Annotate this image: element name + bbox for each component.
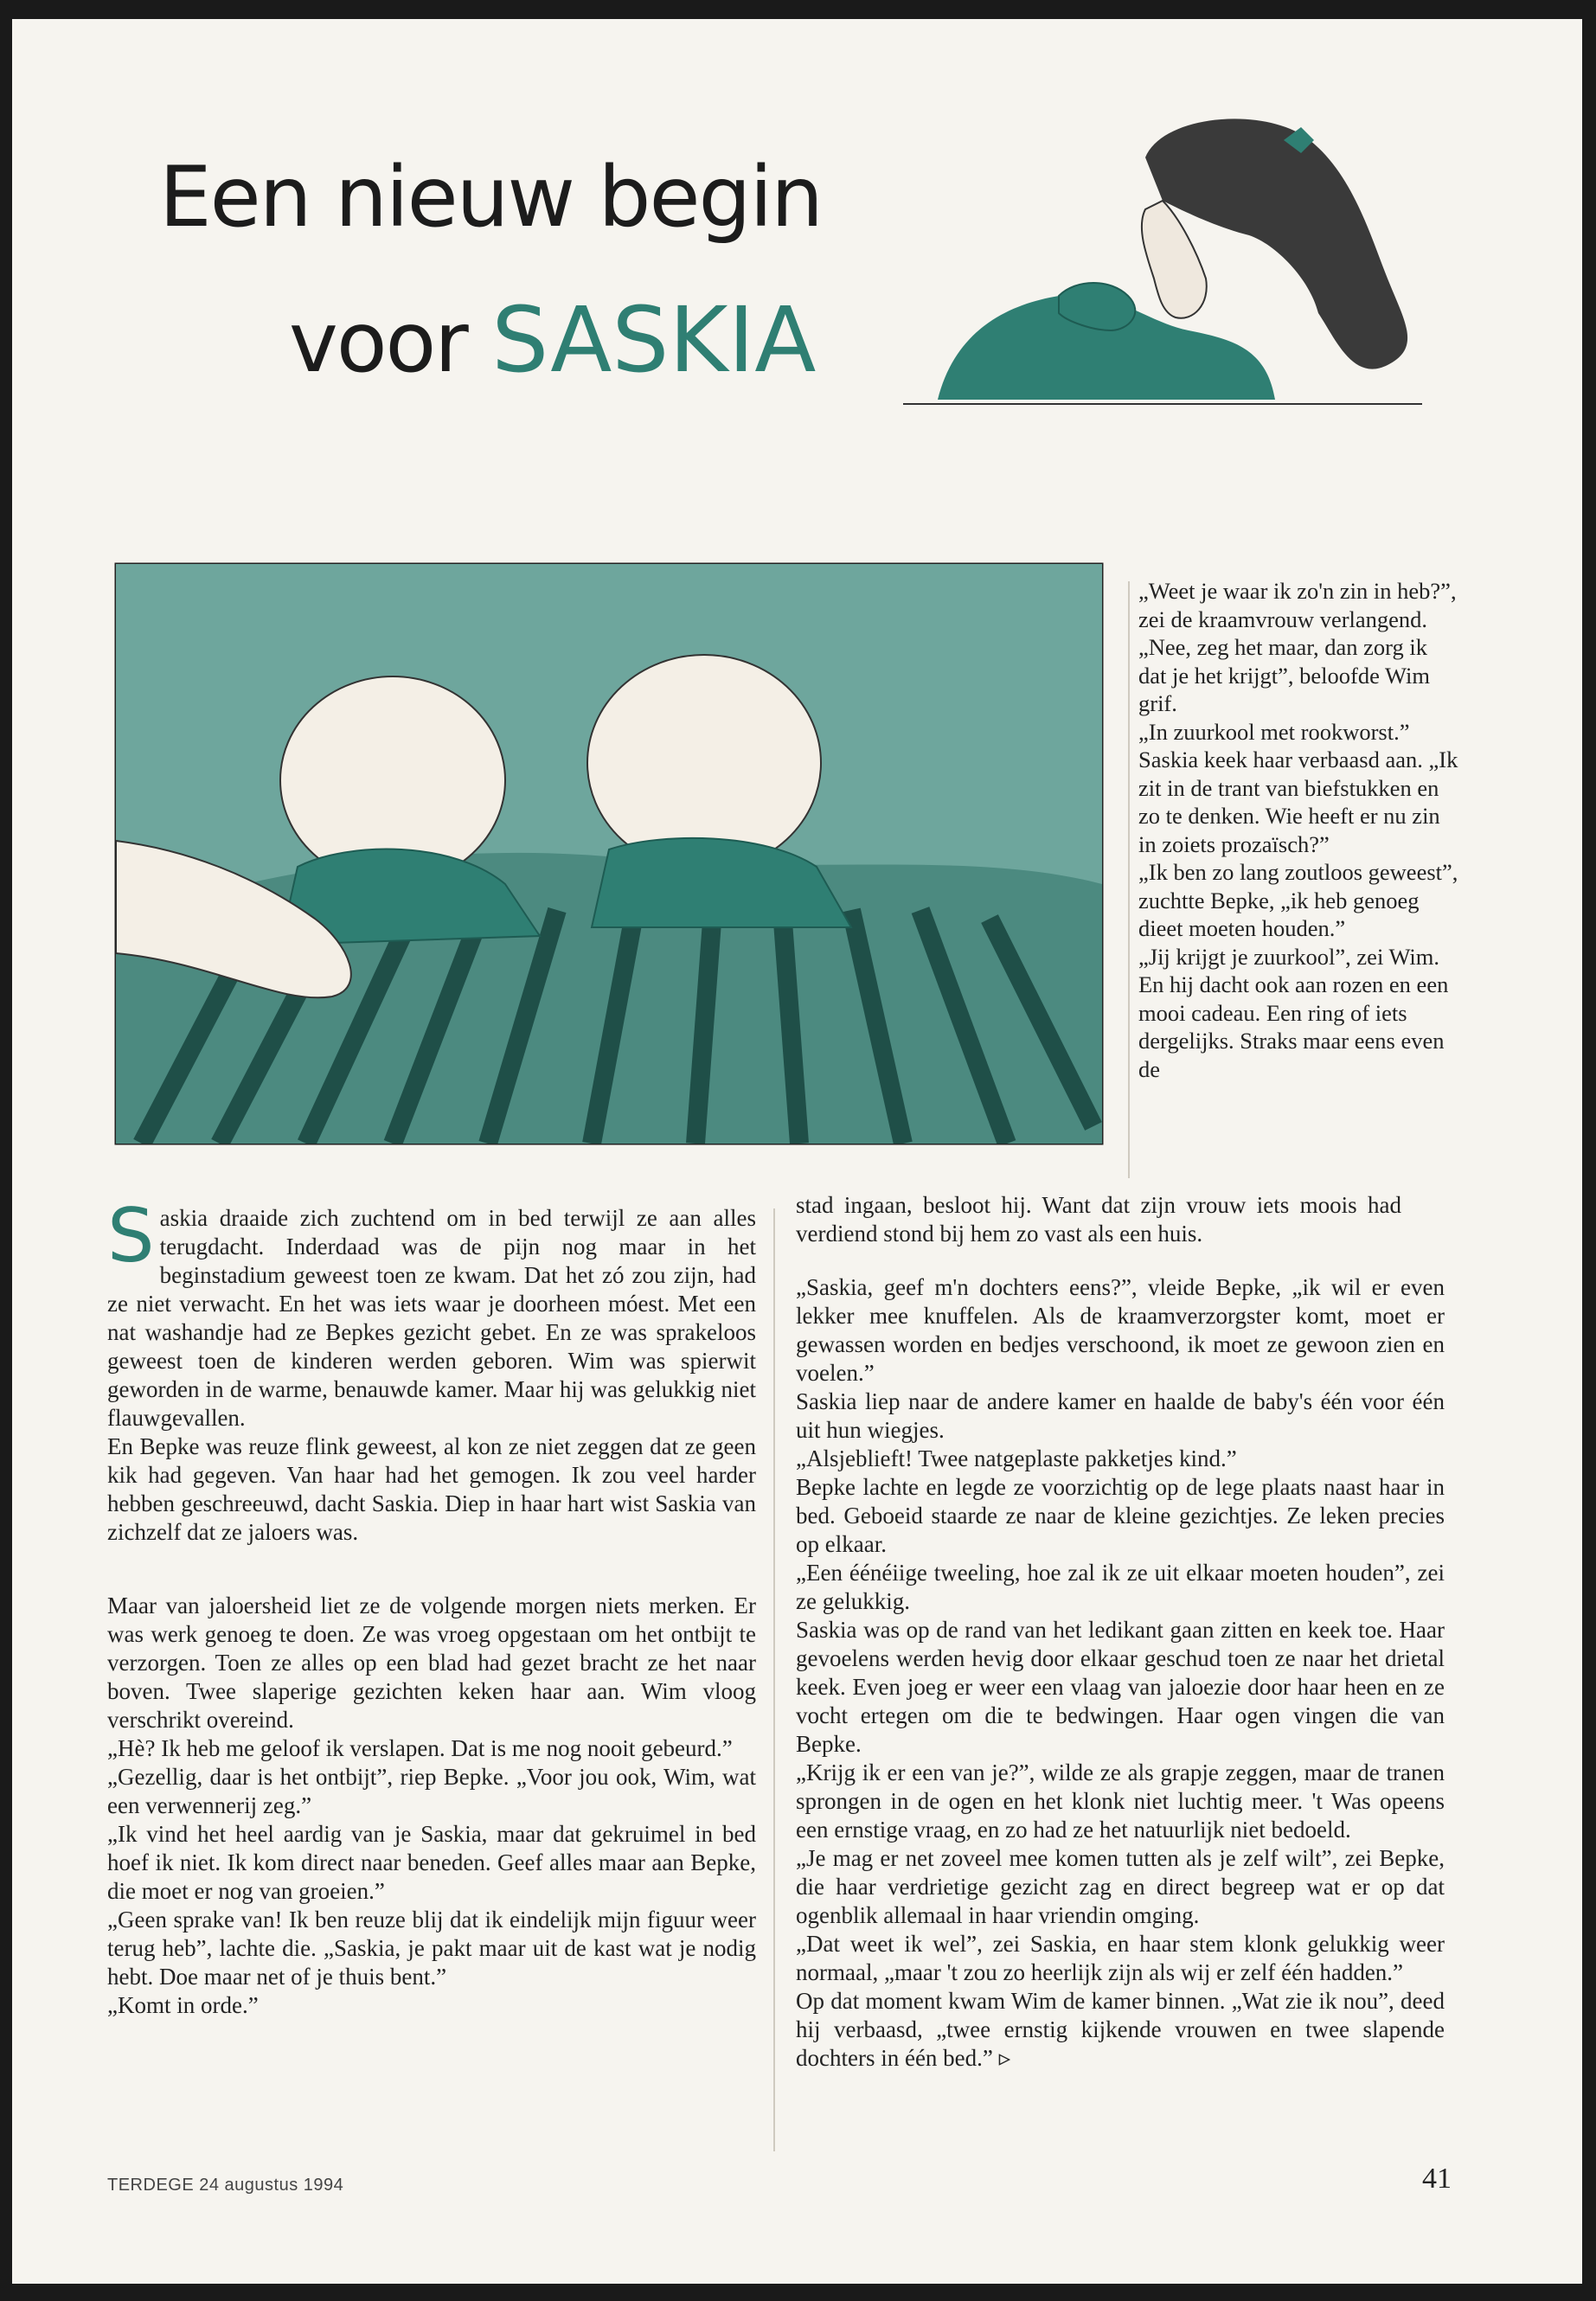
publication-footer: TERDEGE 24 augustus 1994	[107, 2176, 344, 2195]
paragraph: „Krijg ik er een van je?”, wilde ze als grapje zeggen, maar de tranen sprongen in de ogen en het klonk niet luchtig meer. 't Was opeens een ernstige vraag, en zo had ze het natuurlijk niet bedoeld.	[796, 1759, 1445, 1843]
magazine-page	[12, 19, 1582, 2284]
twin-babies-illustration	[107, 555, 1111, 1152]
paragraph: „Jij krijgt je zuurkool”, zei Wim. En hij dacht ook aan rozen en een mooi cadeau. Een ring of iets dergelijks. Straks maar eens even de	[1138, 943, 1449, 1082]
paragraph: „Komt in orde.”	[107, 1992, 259, 2018]
section-break	[107, 1547, 756, 1592]
paragraph: „Ik vind het heel aardig van je Saskia, maar dat gekruimel in bed hoef ik niet. Ik kom direct naar beneden. Geef alles maar aan Bepke, die moet er nog van groeien.”	[107, 1821, 756, 1904]
title-prefix: voor	[289, 294, 467, 391]
paragraph: „Hè? Ik heb me geloof ik verslapen. Dat is me nog nooit gebeurd.”	[107, 1735, 733, 1761]
paragraph: „Weet je waar ik zo'n zin in heb?”, zei de kraamvrouw verlangend.	[1138, 578, 1457, 632]
girl-portrait-illustration	[903, 106, 1439, 417]
paragraph: „Een éénéiige tweeling, hoe zal ik ze uit elkaar moeten houden”, zei ze gelukkig.	[796, 1560, 1445, 1614]
paragraph: Bepke lachte en legde ze voorzichtig op de lege plaats naast haar in bed. Geboeid staarde ze naar de kleine gezichtjes. Ze leken precies op elkaar.	[796, 1474, 1445, 1557]
paragraph: stad ingaan, besloot hij. Want dat zijn vrouw iets moois had verdiend stond bij hem zo vast als een huis.	[796, 1192, 1401, 1247]
paragraph: „Dat weet ik wel”, zei Saskia, en haar stem klonk gelukkig weer normaal, „maar 't zou zo heerlijk zijn als wij er zelf één hadden.”	[796, 1931, 1445, 1985]
column-rule	[773, 1208, 775, 2151]
paragraph: „Alsjeblieft! Twee natgeplaste pakketjes kind.”	[796, 1445, 1237, 1471]
paragraph: „Gezellig, daar is het ontbijt”, riep Bepke. „Voor jou ook, Wim, wat een verwennerij zeg.”	[107, 1764, 756, 1818]
opening-text: askia draaide zich zuchtend om in bed terwijl ze aan alles terugdacht. Inderdaad was de pijn nog maar in het beginstadium geweest toen ze kwam. Dat het zó zou zijn, had ze niet verwacht. En het was iets waar je doorheen móest. Met een nat washandje had ze Bepkes gezicht gebet. En ze was sprakeloos geweest toen de kinderen werden geboren. Wim was spierwit geworden in de warme, benauwde kamer. Maar hij was gelukkig niet flauwgevallen.	[107, 1205, 756, 1431]
column-rule-top	[1128, 581, 1130, 1178]
paragraph: „Geen sprake van! Ik ben reuze blij dat ik eindelijk mijn figuur weer terug heb”, lachte die. „Saskia, je pakt maar uit de kast wat je nodig hebt. Doe maar net of je thuis bent.”	[107, 1907, 756, 1990]
paragraph: „Je mag er net zoveel mee komen tutten als je zelf wilt”, zei Bepke, die haar verdrietige gezicht zag en direct begreep wat er op dat ogenblik allemaal in haar vriendin omging.	[796, 1845, 1445, 1928]
paragraph: Saskia keek haar verbaasd aan. „Ik zit in de trant van biefstukken en zo te denken. Wie heeft er nu zin in zoiets prozaïsch?”	[1138, 747, 1458, 857]
paragraph: „Saskia, geef m'n dochters eens?”, vleide Bepke, „ik wil er even lekker mee knuffelen. Als de kraamverzorgster komt, moet er gewassen worden en bedjes verschoond, ik moet ze gewoon zien en voelen.”	[796, 1274, 1445, 1386]
page-number: 41	[1422, 2163, 1452, 2195]
text-column-right	[796, 1273, 1445, 2073]
paragraph: Saskia liep naar de andere kamer en haalde de baby's één voor één uit hun wiegjes.	[796, 1388, 1445, 1443]
text-continuation	[796, 1191, 1401, 1248]
text-column-left	[107, 1193, 756, 2020]
paragraph: „Nee, zeg het maar, dan zorg ik dat je het krijgt”, beloofde Wim grif.	[1138, 634, 1430, 716]
paragraph: „In zuurkool met rookworst.”	[1138, 718, 1410, 745]
title-accent-name: SASKIA	[491, 287, 817, 393]
paragraph: Op dat moment kwam Wim de kamer binnen. „Wat zie ik nou”, deed hij verbaasd, „twee ernstig kijkende vrouwen en twee slapende dochters in één bed.” ▹	[796, 1988, 1445, 2071]
paragraph: Maar van jaloersheid liet ze de volgende morgen niets merken. Er was werk genoeg te doen. Ze was vroeg opgestaan om het ontbijt te verzorgen. Toen ze alles op een blad had gezet bracht ze het naar boven. Twee slaperige gezichten keken haar aan. Wim vloog verschrikt overeind.	[107, 1593, 756, 1733]
opening-paragraph	[107, 1193, 756, 1433]
paragraph: Saskia was op de rand van het ledikant gaan zitten en keek toe. Haar gevoelens werden hevig door elkaar geschud toen ze naar het drietal keek. Even joeg er weer een vlaag van jaloezie door haar heen en ze vocht ertegen om die te bedwingen. Haar ogen vingen die van Bepke.	[796, 1617, 1445, 1757]
paragraph: En Bepke was reuze flink geweest, al kon ze niet zeggen dat ze geen kik had gegeven. Van haar had het gemogen. Ik zou veel harder hebben geschreeuwd, dacht Saskia. Diep in haar hart wist Saskia van zichzelf dat ze jaloers was.	[107, 1433, 756, 1545]
paragraph: „Ik ben zo lang zoutloos geweest”, zuchtte Bepke, „ik heb genoeg dieet moeten houden.”	[1138, 859, 1458, 941]
drop-cap: S	[107, 1193, 155, 1279]
story-title-line1: Een nieuw begin	[159, 149, 822, 246]
text-column-right-top	[1138, 577, 1458, 1083]
story-title-line2	[289, 287, 816, 393]
